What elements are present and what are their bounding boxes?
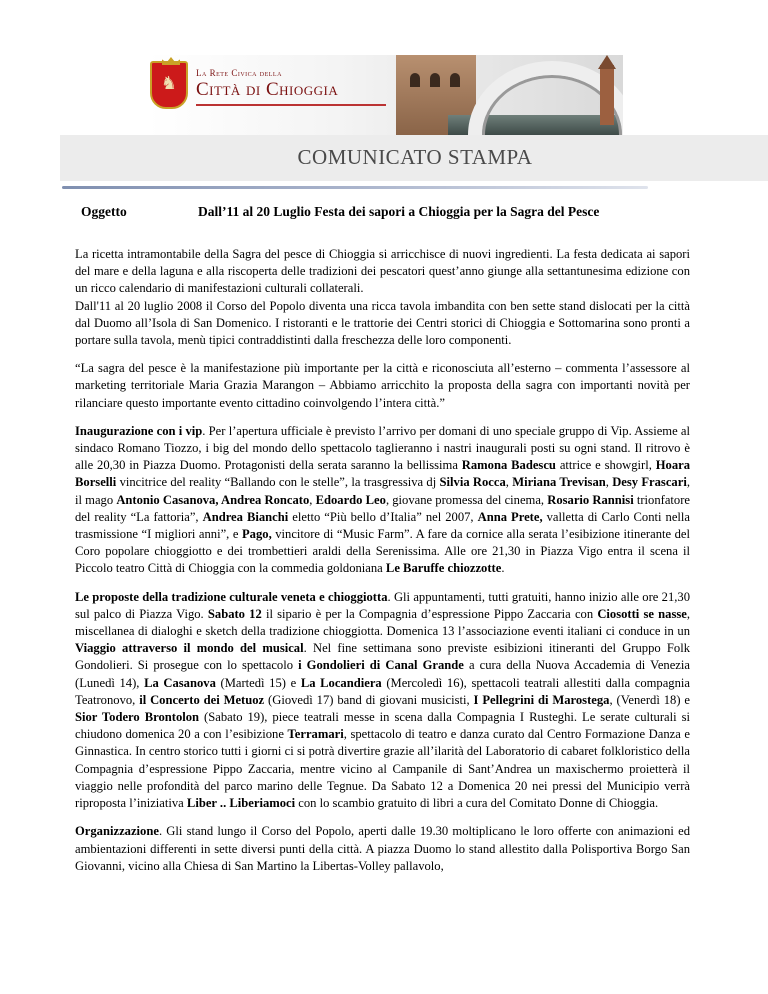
name: Silvia Rocca: [439, 475, 506, 490]
window-shape: [410, 73, 420, 87]
text: (Mercoledì 16), spettacoli teatrali allestiti dalla compagnia Teatronovo,: [75, 675, 690, 707]
text: , giovane promessa del cinema,: [385, 492, 548, 507]
name: I Pellegrini di Marostega: [473, 692, 610, 707]
text: Dall'11 al 20 luglio 2008 il Corso del Popolo diventa una ricca tavola imbandita con ben sette stand dislocati per la città dal Duomo all’Isola di San Domenico. I ristoranti e le trattorie dei Centri storici di Chioggia e Sottomarina sono pronti a portare sulla tavola, menù tipici contraddistinti dalla freschezza delle loro componenti.: [75, 298, 690, 348]
paragraph-quote: [75, 360, 690, 412]
paragraph-dates: [75, 298, 690, 350]
text: , (Venerdì 18) e: [609, 692, 690, 707]
crown-icon: [162, 57, 180, 65]
text: .: [501, 561, 505, 576]
name: Antonio Casanova, Andrea Roncato: [116, 492, 310, 507]
window-shape: [430, 73, 440, 87]
text: (Sabato 19), piece teatrali messe in scena dalla Compagnia I Rusteghi. Le serate culturali si chiudono domenica 20 a con l’esibizione: [75, 710, 690, 742]
text: , spettacolo di teatro e danza curato dal Centro Formazione Danza e Ginnastica. In centro storico tutti i giorni ci si potrà divertire grazie all’ilarità del Laboratorio di cabaret folkloristico della Compagnia d’espressione Pippo Zaccaria, mentre vicino al Campanile di Sant’Andrea un maxischermo proietterà il viaggio nelle profondità del parco marino delle Tegnue. Da Sabato 12 a Domenica 20 nei pressi del Municipio verrà riproposta l’iniziativa: [75, 727, 690, 811]
text: ,: [605, 475, 613, 490]
text: , miscellanea di dialoghi e sketch della tradizione chioggiotta. Domenica 13 l’associazione eventi italiani ci conduce in un: [75, 606, 690, 639]
article-body: [75, 246, 690, 886]
network-label: La Rete Civica della: [196, 68, 282, 78]
text: eletto “Più bello d’Italia” nel 2007,: [288, 509, 478, 524]
text: trionfatore del reality “La fattoria”,: [75, 492, 691, 524]
banner-photo-bridge: [448, 55, 623, 135]
heading-inline: Inaugurazione con i vip: [75, 423, 203, 438]
name: La Casanova: [144, 675, 216, 690]
name: La Locandiera: [300, 675, 382, 690]
text: attrice e showgirl,: [555, 458, 656, 473]
lion-icon: ♞: [160, 73, 178, 93]
name: Liber .. Liberiamoci: [186, 796, 296, 811]
text: a cura della Nuova Accademia di Venezia (Lunedì 14),: [75, 658, 690, 690]
text: (Giovedì 17) band di giovani musicisti,: [264, 692, 474, 707]
text: . Gli appuntamenti, tutti gratuiti, hanno inizio alle ore 21,30 sul palco di Piazza Vigo.: [75, 589, 691, 621]
text: vincitore di “Music Farm”. A fare da cornice alla serata l’esibizione itinerante del Coro popolare chioggiotto e dei trombettieri araldi della Serenissima. Alle ore 21,30 in Piazza Vigo entra il scena il Piccolo teatro Città di Chioggia con la commedia goldoniana: [75, 527, 690, 576]
bell-tower-spire: [598, 55, 616, 69]
text: vincitrice del reality “Ballando con le stelle”, la trasgressiva dj: [116, 475, 440, 490]
name: Andrea Bianchi: [202, 509, 289, 524]
text: (Martedì 15) e: [215, 675, 301, 690]
text: ,: [309, 492, 316, 507]
subject-text: Dall’11 al 20 Luglio Festa dei sapori a Chioggia per la Sagra del Pesce: [198, 204, 600, 219]
text: il sipario è per la Compagnia d’espressione Pippo Zaccaria con: [261, 606, 598, 621]
name: Miriana Trevisan: [512, 475, 606, 490]
paragraph-organization: [75, 823, 690, 875]
banner-divider: [196, 104, 386, 106]
name: i Gondolieri di Canal Grande: [298, 658, 464, 673]
name: il Concerto dei Metuoz: [139, 692, 265, 707]
name: Ciosotti se nasse: [597, 606, 687, 621]
paragraph-culture: [75, 589, 690, 813]
text: La ricetta intramontabile della Sagra del pesce di Chioggia si arricchisce di nuovi ingredienti. La festa dedicata ai sapori del mare e della laguna e alla riscoperta delle tradizioni dei pescatori quest’anno giunge alla settantunesima edizione con un ricco calendario di manifestazioni culturali collaterali.: [75, 247, 690, 296]
name: Hoara Borselli: [75, 458, 691, 490]
name: Viaggio attraverso il mondo del musical: [75, 641, 304, 656]
heading-inline: Organizzazione: [75, 824, 159, 839]
name: Rosario Rannisi: [547, 492, 634, 507]
name: Le Baruffe chiozzotte: [385, 561, 502, 576]
name: Edoardo Leo: [315, 492, 386, 507]
subject-label: Oggetto: [81, 204, 127, 219]
bell-tower: [600, 65, 614, 125]
name: Sabato 12: [207, 606, 262, 621]
name: Terramari: [287, 727, 344, 742]
page-title: COMUNICATO STAMPA: [297, 145, 533, 169]
name: Desy Frascari: [612, 475, 687, 490]
name: Sior Todero Brontolon: [75, 710, 200, 725]
text: valletta di Carlo Conti nella trasmissione “I migliori anni”, e: [75, 509, 690, 542]
text: . Per l’apertura ufficiale è previsto l’arrivo per domani di uno speciale gruppo di Vip. Assieme al sindaco Romano Tiozzo, i big del mondo dello spettacolo taglieranno i nastri inaugurali posti su ogni stand. Il ritrovo è alle 20,30 in Piazza Duomo. Protagonisti della serata saranno la bellissima: [75, 423, 690, 473]
text: ,: [505, 475, 513, 490]
paragraph-intro: [75, 246, 690, 298]
title-box: [60, 135, 768, 181]
heading-inline: Le proposte della tradizione culturale veneta e chioggiotta: [75, 589, 388, 604]
name: Pago,: [241, 527, 272, 542]
text: , il mago: [75, 475, 690, 507]
city-banner[interactable]: [148, 55, 623, 135]
city-label: Città di Chioggia: [196, 79, 339, 100]
header: [0, 0, 768, 188]
header-rule: [62, 186, 648, 189]
text: . Nel fine settimana sono previste esibizioni itineranti del Gruppo Folk Gondolieri. Si prosegue con lo spettacolo: [75, 641, 690, 673]
name: Anna Prete,: [477, 509, 543, 524]
text: . Gli stand lungo il Corso del Popolo, aperti dalle 19.30 moltiplicano le loro offerte con animazioni ed ambientazioni differenti in sette diversi punti della città. A piazza Duomo lo stand allestito dalla Polisportiva Borgo San Giovanni, vicino alla Chiesa di San Martino la Libertas-Volley pallavolo,: [75, 824, 690, 873]
name: Ramona Badescu: [461, 458, 556, 473]
paragraph-inauguration: [75, 423, 690, 578]
coat-of-arms-logo: [150, 61, 188, 109]
text: con lo scambio gratuito di libri a cura del Comitato Donne di Chioggia.: [295, 796, 659, 811]
text: “La sagra del pesce è la manifestazione più importante per la città e riconosciuta all’esterno – commenta l’assessore al marketing territoriale Maria Grazia Marangon – Abbiamo arricchito la proposta della sagra con importanti novità per rilanciare questo importante evento cittadino coinvolgendo l’intera città.”: [75, 361, 690, 410]
